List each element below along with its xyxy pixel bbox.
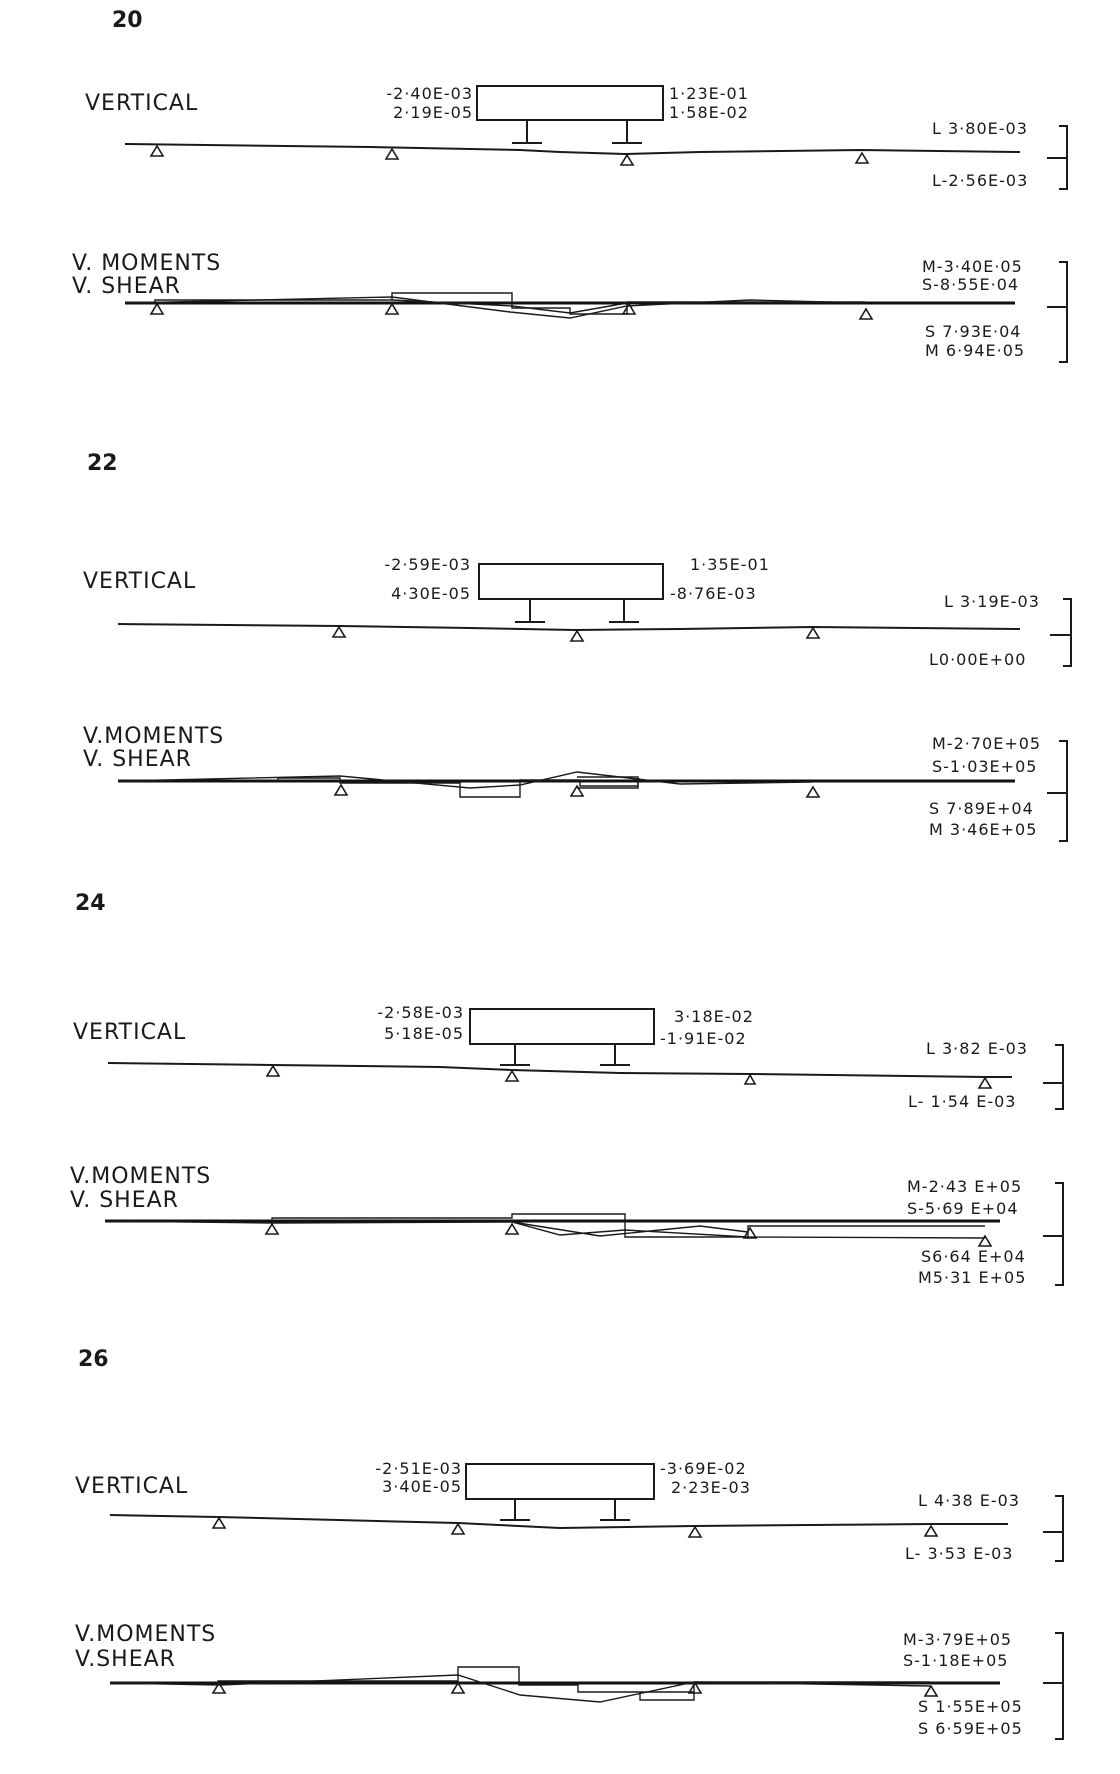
- shear-max-value: S-8·55E·04: [922, 275, 1020, 294]
- load-box: [479, 564, 663, 599]
- range-bracket: [1043, 1496, 1063, 1561]
- box-left-bottom-value: 4·30E-05: [391, 584, 471, 603]
- step-number: 20: [112, 8, 143, 33]
- range-bracket: [1047, 262, 1067, 362]
- box-left-top-value: -2·51E-03: [375, 1459, 462, 1478]
- limit-top-value: L 3·19E-03: [944, 592, 1040, 611]
- moment-shear-plot: [72, 251, 1067, 362]
- load-posts: [500, 1044, 630, 1065]
- load-box: [466, 1464, 654, 1499]
- box-left-bottom-value: 2·19E-05: [393, 103, 473, 122]
- deflection-line: [108, 1063, 1012, 1077]
- shear-min-value: S 1·55E+05: [918, 1697, 1023, 1716]
- vertical-label: VERTICAL: [73, 1020, 187, 1045]
- vertical-label: VERTICAL: [85, 91, 199, 116]
- shear-max-value: S-1·03E+05: [932, 757, 1038, 776]
- load-posts: [515, 599, 639, 622]
- moment-min-value: M 3·46E+05: [929, 820, 1038, 839]
- box-right-top-value: 1·35E-01: [690, 555, 770, 574]
- limit-top-value: L 3·80E-03: [932, 119, 1028, 138]
- deflection-line: [110, 1515, 1008, 1528]
- shear-min-value: S 7·89E+04: [929, 799, 1034, 818]
- moment-max-value: M-2·43 E+05: [907, 1177, 1023, 1196]
- load-posts: [512, 120, 642, 143]
- moment-max-value: M-3·79E+05: [903, 1630, 1013, 1649]
- box-left-top-value: -2·40E-03: [386, 84, 473, 103]
- box-left-bottom-value: 3·40E-05: [382, 1477, 462, 1496]
- panel-20: [72, 8, 1067, 362]
- moments-label: V. MOMENTS: [72, 251, 222, 276]
- limit-top-value: L 3·82 E-03: [926, 1039, 1028, 1058]
- box-right-bottom-value: -1·91E-02: [660, 1029, 747, 1048]
- secondary-curve: [512, 1222, 748, 1236]
- moment-min-value: M 6·94E·05: [925, 341, 1026, 360]
- range-bracket: [1050, 599, 1071, 666]
- vertical-label: VERTICAL: [83, 569, 197, 594]
- box-left-top-value: -2·59E-03: [384, 555, 471, 574]
- moment-shear-plot: [75, 1622, 1063, 1739]
- moment-shear-plot: [83, 724, 1067, 841]
- panel-22: [83, 451, 1071, 841]
- limit-bottom-value: L0·00E+00: [929, 650, 1027, 669]
- moments-label: V.MOMENTS: [70, 1164, 212, 1189]
- panel-24: [70, 891, 1063, 1287]
- limit-bottom-value: L-2·56E-03: [932, 171, 1029, 190]
- moments-label: V.MOMENTS: [83, 724, 225, 749]
- moment-shear-plot: [70, 1164, 1063, 1287]
- range-bracket: [1047, 126, 1067, 189]
- step-number: 24: [75, 891, 106, 916]
- shear-min-value: S6·64 E+04: [921, 1247, 1026, 1266]
- vertical-label: VERTICAL: [75, 1474, 189, 1499]
- shear-max-value: S-1·18E+05: [903, 1651, 1009, 1670]
- range-bracket: [1043, 1183, 1063, 1285]
- vertical-deflection-plot: [73, 1003, 1063, 1111]
- moment-curve: [110, 1675, 930, 1702]
- step-number: 26: [78, 1347, 109, 1372]
- moment-curve: [105, 1221, 985, 1238]
- shear-label: V.SHEAR: [75, 1647, 176, 1672]
- support-markers: [335, 785, 819, 797]
- shear-box: [640, 1692, 694, 1700]
- deflection-line: [125, 144, 1020, 154]
- range-bracket: [1043, 1633, 1063, 1739]
- box-right-top-value: 1·23E-01: [669, 84, 749, 103]
- box-right-top-value: 3·18E-02: [674, 1007, 754, 1026]
- load-box: [470, 1009, 654, 1044]
- shear-min-value: S 7·93E·04: [925, 322, 1022, 341]
- moment-max-value: M-3·40E·05: [922, 257, 1023, 276]
- box-right-bottom-value: 1·58E-02: [669, 103, 749, 122]
- support-markers: [266, 1224, 991, 1246]
- moments-label: V.MOMENTS: [75, 1622, 217, 1647]
- moment-min-value: M5·31 E+05: [918, 1268, 1027, 1287]
- box-left-bottom-value: 5·18E-05: [384, 1024, 464, 1043]
- panel-26: [75, 1347, 1063, 1739]
- load-box: [477, 86, 663, 120]
- range-bracket: [1043, 1045, 1063, 1109]
- limit-bottom-value: L- 3·53 E-03: [905, 1544, 1014, 1563]
- load-posts: [500, 1499, 630, 1520]
- shear-label: V. SHEAR: [70, 1188, 179, 1213]
- box-right-bottom-value: 2·23E-03: [671, 1478, 751, 1497]
- moment-max-value: M-2·70E+05: [932, 734, 1042, 753]
- moment-min-value: S 6·59E+05: [918, 1719, 1023, 1738]
- vertical-deflection-plot: [85, 84, 1067, 190]
- support-markers: [267, 1066, 991, 1088]
- shear-label: V. SHEAR: [72, 274, 181, 299]
- box-left-top-value: -2·58E-03: [377, 1003, 464, 1022]
- box-right-top-value: -3·69E-02: [660, 1459, 747, 1478]
- limit-bottom-value: L- 1·54 E-03: [908, 1092, 1017, 1111]
- deflection-line: [118, 624, 1020, 630]
- shear-label: V. SHEAR: [83, 747, 192, 772]
- range-bracket: [1047, 741, 1067, 841]
- shear-max-value: S-5·69 E+04: [907, 1199, 1019, 1218]
- box-right-bottom-value: -8·76E-03: [670, 584, 757, 603]
- step-number: 22: [87, 451, 118, 476]
- vertical-deflection-plot: [83, 555, 1071, 669]
- shear-steps: [218, 1667, 930, 1692]
- vertical-deflection-plot: [75, 1459, 1063, 1563]
- limit-top-value: L 4·38 E-03: [918, 1491, 1020, 1510]
